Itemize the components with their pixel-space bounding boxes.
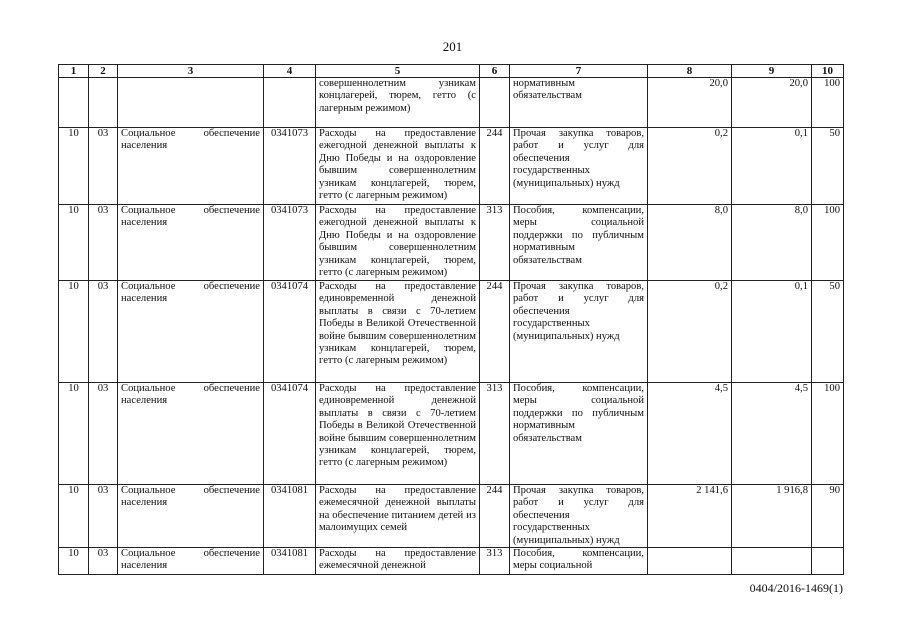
actual-amount-cell: 20,0 (732, 78, 812, 128)
section-code-cell: 10 (59, 281, 89, 383)
execution-percent-cell: 100 (812, 78, 844, 128)
planned-amount-cell: 8,0 (648, 205, 732, 281)
planned-amount-cell: 20,0 (648, 78, 732, 128)
expense-type-name-cell: Прочая закупка товаров, работ и услуг для обеспечения государственных (муниципальных) нужд (510, 281, 648, 383)
expense-type-code-cell: 244 (480, 485, 510, 548)
subsection-code-cell: 03 (89, 485, 118, 548)
execution-percent-cell: 50 (812, 281, 844, 383)
expense-type-name-cell: нормативным обязательствам (510, 78, 648, 128)
expense-description-cell: Расходы на предоставление единовременной денежной выплаты в связи с 70-летием Победы в Великой Отечественной войне бывшим совершеннолетним узникам концлагерей, тюрем, гетто (с лагерным режимом) (316, 281, 480, 383)
column-header: 2 (89, 65, 118, 78)
table-row (59, 485, 844, 548)
expense-type-name-cell: Пособия, компенсации, меры социальной (510, 548, 648, 575)
actual-amount-cell: 0,1 (732, 281, 812, 383)
subsection-code-cell: 03 (89, 383, 118, 485)
planned-amount-cell: 0,2 (648, 281, 732, 383)
section-name-cell: Социальное обеспечение населения (118, 383, 264, 485)
planned-amount-cell: 0,2 (648, 128, 732, 205)
expense-description-cell: Расходы на предоставление ежемесячной денежной (316, 548, 480, 575)
actual-amount-cell: 8,0 (732, 205, 812, 281)
table-row (59, 383, 844, 485)
expense-type-name-cell: Пособия, компенсации, меры социальной поддержки по публичным нормативным обязательствам (510, 205, 648, 281)
planned-amount-cell: 4,5 (648, 383, 732, 485)
expense-description-cell: Расходы на предоставление единовременной денежной выплаты в связи с 70-летием Победы в Великой Отечественной войне бывшим совершеннолетним узникам концлагерей, тюрем, гетто (с лагерным режимом) (316, 383, 480, 485)
target-article-cell: 0341081 (264, 485, 316, 548)
table-row (59, 548, 844, 575)
actual-amount-cell (732, 548, 812, 575)
expense-type-name-cell: Пособия, компенсации, меры социальной поддержки по публичным нормативным обязательствам (510, 383, 648, 485)
expense-type-code-cell: 313 (480, 205, 510, 281)
section-code-cell (59, 78, 89, 128)
expense-description-cell: совершеннолетним узникам концлагерей, тюрем, гетто (с лагерным режимом) (316, 78, 480, 128)
target-article-cell: 0341073 (264, 128, 316, 205)
section-code-cell: 10 (59, 485, 89, 548)
section-name-cell: Социальное обеспечение населения (118, 281, 264, 383)
budget-table (58, 64, 844, 575)
expense-type-code-cell: 244 (480, 281, 510, 383)
document-code: 0404/2016-1469(1) (749, 581, 843, 595)
table-row (59, 78, 844, 128)
target-article-cell (264, 78, 316, 128)
expense-type-code-cell: 244 (480, 128, 510, 205)
execution-percent-cell: 50 (812, 128, 844, 205)
section-code-cell: 10 (59, 548, 89, 575)
execution-percent-cell: 90 (812, 485, 844, 548)
subsection-code-cell (89, 78, 118, 128)
section-name-cell: Социальное обеспечение населения (118, 128, 264, 205)
expense-type-code-cell: 313 (480, 548, 510, 575)
target-article-cell: 0341074 (264, 281, 316, 383)
section-code-cell: 10 (59, 383, 89, 485)
table-header-row (59, 65, 844, 78)
section-name-cell: Социальное обеспечение населения (118, 548, 264, 575)
subsection-code-cell: 03 (89, 548, 118, 575)
expense-description-cell: Расходы на предоставление ежегодной денежной выплаты к Дню Победы и на оздоровление бывшим совершеннолетним узникам концлагерей, тюрем, гетто (с лагерным режимом) (316, 205, 480, 281)
actual-amount-cell: 4,5 (732, 383, 812, 485)
page-number: 201 (442, 39, 463, 54)
expense-description-cell: Расходы на предоставление ежегодной денежной выплаты к Дню Победы и на оздоровление бывшим совершеннолетним узникам концлагерей, тюрем, гетто (с лагерным режимом) (316, 128, 480, 205)
column-header: 4 (264, 65, 316, 78)
column-header: 9 (732, 65, 812, 78)
section-name-cell (118, 78, 264, 128)
table-row (59, 205, 844, 281)
actual-amount-cell: 0,1 (732, 128, 812, 205)
subsection-code-cell: 03 (89, 205, 118, 281)
expense-type-name-cell: Прочая закупка товаров, работ и услуг для обеспечения государственных (муниципальных) нужд (510, 128, 648, 205)
column-header: 3 (118, 65, 264, 78)
table-row (59, 281, 844, 383)
section-name-cell: Социальное обеспечение населения (118, 205, 264, 281)
execution-percent-cell (812, 548, 844, 575)
column-header: 8 (648, 65, 732, 78)
target-article-cell: 0341073 (264, 205, 316, 281)
column-header: 7 (510, 65, 648, 78)
execution-percent-cell: 100 (812, 205, 844, 281)
expense-type-code-cell (480, 78, 510, 128)
planned-amount-cell: 2 141,6 (648, 485, 732, 548)
section-code-cell: 10 (59, 128, 89, 205)
subsection-code-cell: 03 (89, 128, 118, 205)
target-article-cell: 0341074 (264, 383, 316, 485)
expense-type-name-cell: Прочая закупка товаров, работ и услуг для обеспечения государственных (муниципальных) нужд (510, 485, 648, 548)
column-header: 6 (480, 65, 510, 78)
column-header: 10 (812, 65, 844, 78)
table-row (59, 128, 844, 205)
column-header: 1 (59, 65, 89, 78)
expense-description-cell: Расходы на предоставление ежемесячной денежной выплаты на обеспечение питанием детей из малоимущих семей (316, 485, 480, 548)
section-code-cell: 10 (59, 205, 89, 281)
planned-amount-cell (648, 548, 732, 575)
subsection-code-cell: 03 (89, 281, 118, 383)
actual-amount-cell: 1 916,8 (732, 485, 812, 548)
target-article-cell: 0341081 (264, 548, 316, 575)
column-header: 5 (316, 65, 480, 78)
expense-type-code-cell: 313 (480, 383, 510, 485)
execution-percent-cell: 100 (812, 383, 844, 485)
section-name-cell: Социальное обеспечение населения (118, 485, 264, 548)
